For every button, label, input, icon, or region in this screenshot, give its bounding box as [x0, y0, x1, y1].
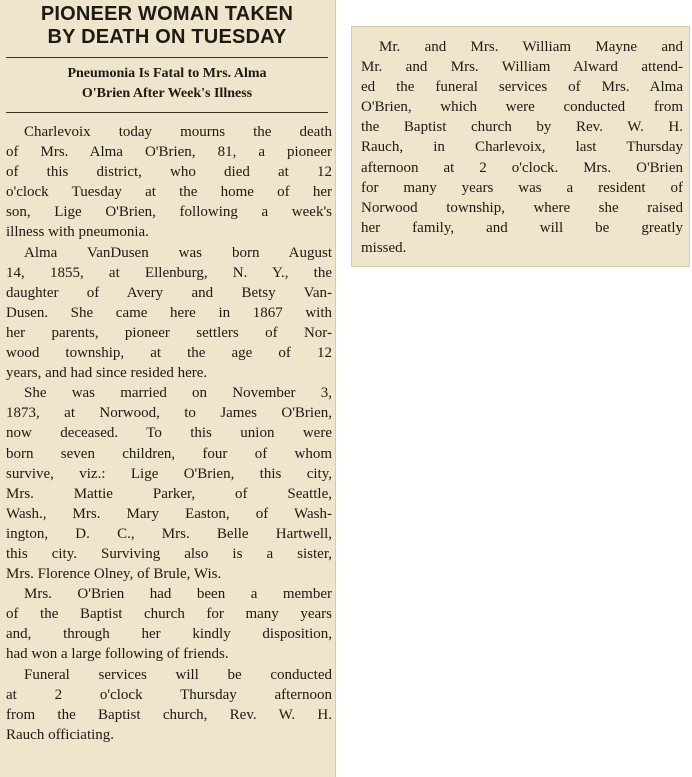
body-line: of Mrs. Alma O'Brien, 81, a pioneer: [6, 144, 332, 161]
funeral-notice-clipping: [351, 26, 690, 267]
body-line: Rauch officiating.: [6, 726, 115, 743]
body-line: years, and had since resided here.: [6, 365, 208, 382]
article-body: [6, 122, 332, 745]
notice-line: the Baptist church by Rev. W. H.: [361, 119, 683, 136]
body-line: Charlevoix today mourns the death: [24, 124, 332, 140]
body-line: Wash., Mrs. Mary Easton, of Wash-: [6, 505, 332, 522]
body-line: this city. Surviving also is a sister,: [6, 545, 332, 562]
body-line: illness with pneumonia.: [6, 224, 149, 241]
body-line: wood township, at the age of 12: [6, 345, 332, 362]
notice-line: O'Brien, which were conducted from: [361, 99, 683, 116]
subheadline-line-2: O'Brien After Week's Illness: [81, 86, 253, 101]
notice-line: for many years was a resident of: [361, 179, 683, 196]
body-line: of the Baptist church for many years: [6, 606, 332, 623]
subheadline: [6, 64, 328, 104]
body-line: from the Baptist church, Rev. W. H.: [6, 706, 332, 723]
obituary-clipping: [0, 0, 336, 777]
subheadline-line-1: Pneumonia Is Fatal to Mrs. Alma: [67, 66, 267, 81]
headline-line-2: BY DEATH ON TUESDAY: [47, 26, 287, 48]
body-line: Mrs. O'Brien had been a member: [24, 586, 332, 603]
body-line: 1873, at Norwood, to James O'Brien,: [6, 405, 332, 422]
body-line: 14, 1855, at Ellenburg, N. Y., the: [6, 264, 332, 281]
body-line: son, Lige O'Brien, following a week's: [6, 204, 332, 221]
notice-line: her family, and will be greatly: [361, 219, 683, 236]
body-line: and, through her kindly disposition,: [6, 626, 332, 643]
headline: [4, 3, 330, 49]
body-line: Alma VanDusen was born August: [24, 244, 332, 261]
subhead-rule: [6, 112, 328, 113]
body-line: of this district, who died at 12: [6, 164, 332, 181]
body-line: Mrs. Florence Olney, of Brule, Wis.: [6, 566, 222, 583]
body-line: Mrs. Mattie Parker, of Seattle,: [6, 485, 332, 502]
headline-rule: [6, 57, 328, 58]
body-line: at 2 o'clock Thursday afternoon: [6, 686, 332, 703]
body-line: her parents, pioneer settlers of Nor-: [6, 324, 332, 341]
notice-line: Norwood township, where she raised: [361, 199, 683, 216]
headline-line-1: PIONEER WOMAN TAKEN: [40, 3, 294, 25]
notice-body: [361, 37, 683, 258]
body-line: had won a large following of friends.: [6, 646, 229, 663]
body-line: daughter of Avery and Betsy Van-: [6, 284, 332, 301]
body-line: survive, viz.: Lige O'Brien, this city,: [6, 465, 332, 482]
body-line: Funeral services will be conducted: [24, 666, 332, 683]
body-line: born seven children, four of whom: [6, 445, 332, 462]
body-line: ington, D. C., Mrs. Belle Hartwell,: [6, 525, 332, 542]
body-line: o'clock Tuesday at the home of her: [6, 184, 332, 201]
body-line: She was married on November 3,: [24, 385, 332, 402]
notice-line: Mr. and Mrs. William Mayne and: [379, 39, 683, 55]
notice-line: missed.: [361, 239, 407, 256]
body-line: now deceased. To this union were: [6, 425, 332, 442]
notice-line: afternoon at 2 o'clock. Mrs. O'Brien: [361, 159, 683, 176]
notice-line: ed the funeral services of Mrs. Alma: [361, 79, 683, 96]
notice-line: Rauch, in Charlevoix, last Thursday: [361, 139, 683, 156]
notice-line: Mr. and Mrs. William Alward attend-: [361, 59, 683, 76]
body-line: Dusen. She came here in 1867 with: [6, 304, 332, 321]
